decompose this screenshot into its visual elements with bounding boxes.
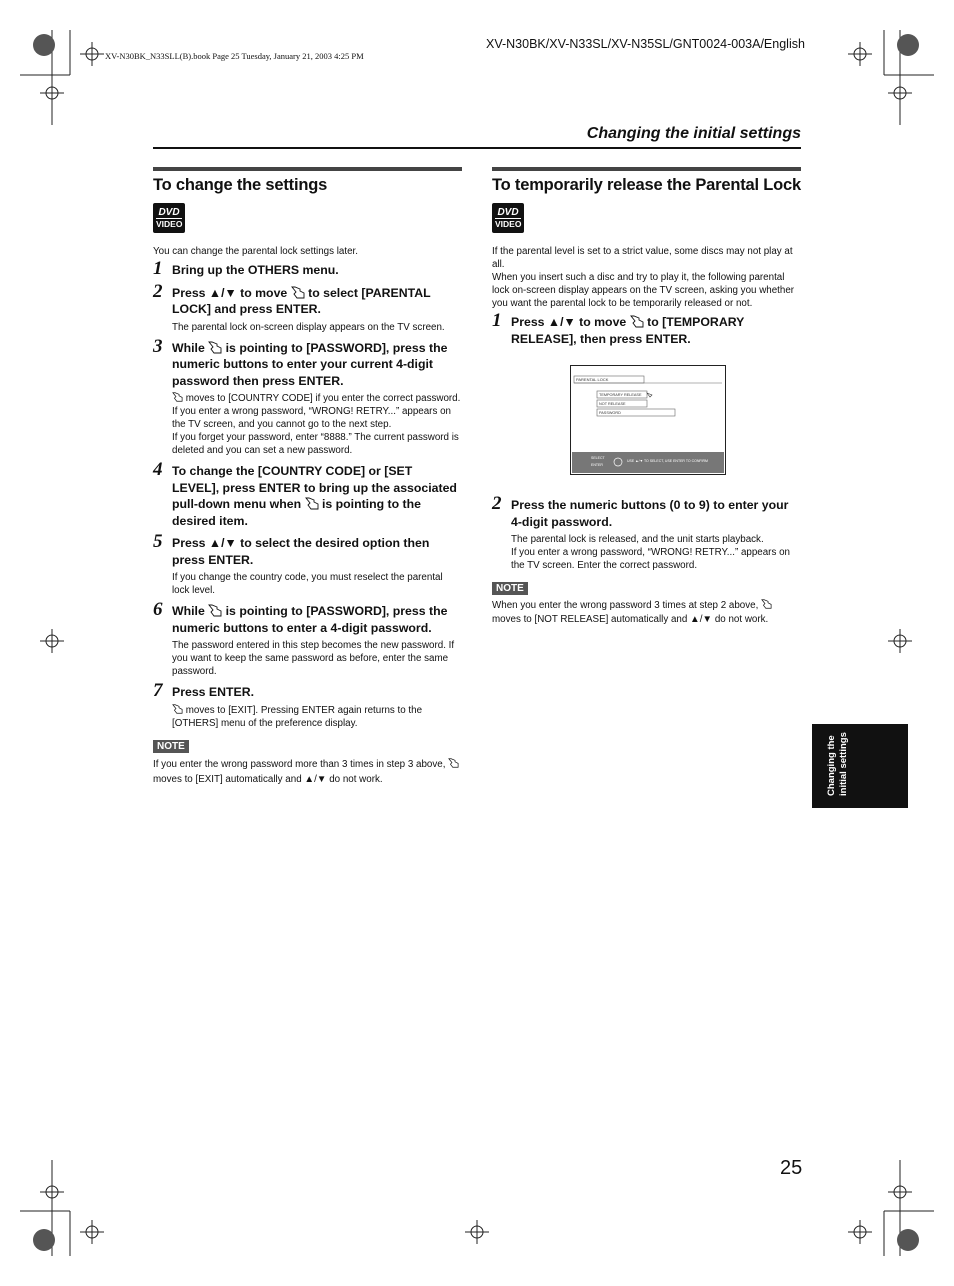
pointer-hand-icon	[172, 392, 183, 402]
screen-item-not-release: NOT RELEASE	[599, 402, 626, 406]
dvd-video-icon	[492, 203, 524, 233]
page-number: 25	[780, 1157, 803, 1179]
step-note-a: moves to [COUNTRY CODE] if you enter the correct password.	[185, 393, 461, 404]
step-text-a: While	[172, 340, 205, 355]
pointer-hand-icon	[448, 758, 459, 768]
left-step-6	[153, 599, 462, 678]
step-number: 2	[153, 280, 163, 302]
step-text-b: to select [PARENTAL LOCK] and press ENTER.	[172, 285, 431, 316]
left-step-1	[153, 258, 462, 279]
dvd-icon-top: DVD	[497, 206, 519, 218]
right-intro-a: If the parental level is set to a strict value, some discs may not play at all.	[492, 246, 793, 270]
left-note-b: moves to [EXIT] automatically and ▲/▼ do not work.	[153, 774, 383, 785]
note-badge: NOTE	[492, 582, 528, 595]
step-number: 7	[153, 680, 163, 701]
right-note-a: When you enter the wrong password 3 times at step 2 above,	[492, 600, 759, 611]
screen-item-temporary-release: TEMPORARY RELEASE	[599, 393, 642, 397]
step-text: Press ENTER.	[172, 685, 255, 699]
right-column	[492, 167, 801, 626]
step-note-b: If you enter a wrong password, “WRONG! RETRY...” appears on the TV screen, and you cannot go to the next step.	[172, 406, 451, 430]
right-intro-b: When you insert such a disc and try to play it, the following parental lock on-screen display appears on the TV screen, asking you whether you want the parental lock to be temporarily released or not.	[492, 272, 795, 309]
side-tab-label	[826, 726, 850, 796]
step-text: Press ▲/▼ to select the desired option then press ENTER.	[172, 536, 430, 567]
step-text	[511, 314, 801, 347]
step-note	[172, 392, 462, 457]
step-text-a: Press ▲/▼ to move	[172, 285, 288, 300]
step-note	[172, 704, 462, 730]
screen-title: PARENTAL LOCK	[576, 377, 609, 382]
step-number: 1	[153, 258, 163, 279]
left-step-5	[153, 531, 462, 597]
step-note: The parental lock on-screen display appears on the TV screen.	[172, 321, 445, 333]
step-text-b: is pointing to [PASSWORD], press the numeric buttons to enter your current 4-digit password then press ENTER.	[172, 340, 448, 388]
step-text: Bring up the OTHERS menu.	[172, 263, 339, 277]
step-number: 2	[492, 493, 502, 514]
left-step-4	[153, 459, 462, 529]
header-model: XV-N30BK/XV-N33SL/XV-N35SL/GNT0024-003A/English	[486, 37, 805, 51]
side-tab-line1: Changing the	[826, 735, 837, 796]
right-note	[492, 599, 801, 626]
pointer-hand-icon	[208, 604, 222, 617]
pointer-hand-icon	[208, 341, 222, 354]
step-text-b: is pointing to the desired item.	[172, 497, 421, 528]
section-title: Changing the initial settings	[586, 125, 801, 142]
left-step-7	[153, 680, 462, 730]
pointer-hand-icon	[761, 599, 772, 609]
step-text-b: to [TEMPORARY RELEASE], then press ENTER.	[511, 315, 745, 346]
right-column-bar	[492, 167, 801, 171]
right-step-1	[492, 310, 801, 347]
header-rule	[153, 147, 801, 149]
step-note: The password entered in this step becomes the new password. If you want to keep the same password as before, enter the same password.	[172, 640, 455, 677]
step-note-a: The parental lock is released, and the unit starts playback.	[511, 534, 764, 545]
dvd-video-icon	[153, 203, 185, 233]
parental-lock-screen	[570, 365, 726, 475]
step-number: 4	[153, 459, 163, 480]
left-heading: To change the settings	[153, 176, 328, 194]
side-tab	[812, 724, 908, 808]
step-number: 3	[153, 335, 163, 357]
right-intro	[492, 245, 801, 310]
step-number: 5	[153, 531, 163, 552]
left-intro: You can change the parental lock settings later.	[153, 246, 358, 257]
step-number: 1	[492, 310, 502, 331]
left-note	[153, 757, 462, 788]
dvd-icon-top: DVD	[158, 206, 180, 218]
header-book-info: XV-N30BK_N33SLL(B).book Page 25 Tuesday, January 21, 2003 4:25 PM	[105, 51, 364, 61]
screen-footer-hint: USE ▲/▼ TO SELECT, USE ENTER TO CONFIRM	[627, 459, 708, 463]
right-heading: To temporarily release the Parental Lock	[492, 176, 801, 194]
screen-footer-enter: ENTER	[591, 463, 603, 467]
step-text-a: Press ▲/▼ to move	[511, 315, 627, 329]
step-note-text: moves to [EXIT]. Pressing ENTER again returns to the [OTHERS] menu of the preference display.	[172, 704, 423, 729]
right-note-b: moves to [NOT RELEASE] automatically and ▲/▼ do not work.	[492, 613, 769, 625]
left-note-a: If you enter the wrong password more than 3 times in step 3 above,	[153, 758, 446, 770]
step-number: 6	[153, 599, 163, 620]
right-step-2	[492, 493, 801, 572]
step-text-a: While	[172, 604, 205, 618]
left-step-2	[153, 280, 462, 334]
step-text-b: is pointing to [PASSWORD], press the numeric buttons to enter a 4-digit password.	[172, 604, 448, 635]
step-note-c: If you forget your password, enter “8888.” The current password is deleted and you can set a new password.	[172, 432, 459, 456]
step-text	[172, 603, 462, 636]
step-text	[172, 340, 462, 390]
dvd-icon-bottom: VIDEO	[495, 218, 522, 229]
pointer-hand-icon	[291, 286, 305, 299]
step-text	[172, 285, 462, 318]
left-step-3	[153, 335, 462, 458]
screen-footer-select: SELECT	[591, 456, 605, 460]
left-column-bar	[153, 167, 462, 171]
pointer-hand-icon	[305, 497, 319, 510]
step-text-a: To change the [COUNTRY CODE] or [SET LEVEL], press ENTER to bring up the associated pull-down menu when	[172, 464, 457, 511]
step-note-b: If you enter a wrong password, “WRONG! RETRY...” appears on the TV screen. Enter the correct password.	[511, 547, 790, 571]
side-tab-line2: initial settings	[838, 732, 849, 796]
pointer-hand-icon	[172, 704, 183, 714]
screen-item-password: PASSWORD	[599, 411, 621, 415]
left-column	[153, 167, 462, 788]
note-badge: NOTE	[153, 740, 189, 753]
step-text: Press the numeric buttons (0 to 9) to enter your 4-digit password.	[511, 498, 789, 529]
step-note: If you change the country code, you must reselect the parental lock level.	[172, 572, 443, 596]
pointer-hand-icon	[630, 315, 644, 328]
step-text	[172, 463, 462, 529]
step-note	[511, 533, 801, 572]
dvd-icon-bottom: VIDEO	[156, 218, 183, 229]
